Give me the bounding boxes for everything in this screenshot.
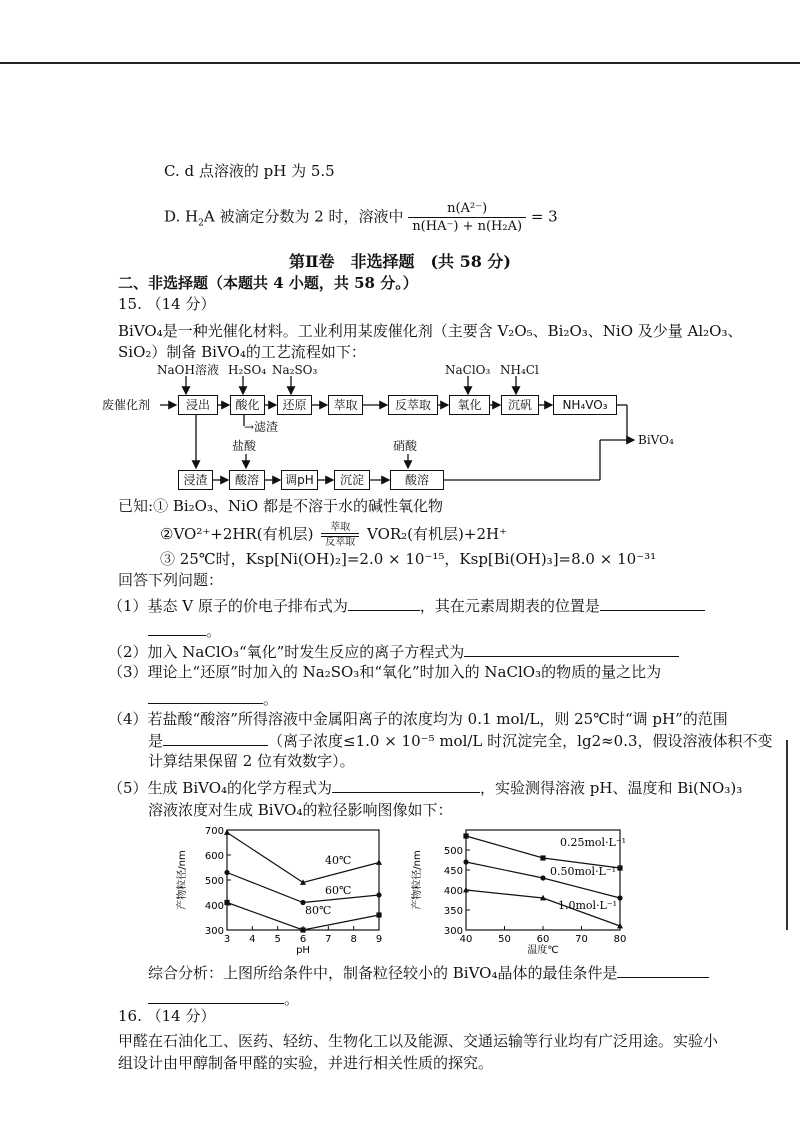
q15-5-blank[interactable]	[332, 777, 480, 793]
q15-1-text-b: ，其在元素周期表的位置是	[419, 597, 600, 615]
q15-4-blank[interactable]	[163, 730, 268, 746]
known-1-text: ① Bi₂O₃、NiO 都是不溶于水的碱性氧化物	[153, 497, 443, 515]
x-tick-label: 80	[613, 934, 627, 945]
q15-intro-2: SiO₂）制备 BiVO₄的工艺流程如下：	[118, 343, 366, 361]
q15-3-cont	[148, 688, 278, 709]
series-label: 60℃	[325, 884, 352, 897]
series-label: 80℃	[305, 904, 332, 917]
q15-4-b	[148, 730, 773, 751]
q15-intro-1: BiVO₄是一种光催化材料。工业利用某废催化剂（主要含 V₂O₅、Bi₂O₃、NiO 及少量 Al₂O₃、	[118, 322, 743, 340]
y-tick-label: 300	[204, 926, 224, 937]
known-prefix: 已知:	[118, 497, 154, 515]
y-tick-label: 600	[204, 851, 224, 862]
chart-ph-vs-size	[175, 822, 405, 957]
q15-4-d: 计算结果保留 2 位有效数字）。	[148, 752, 355, 770]
box-acid-dissolve-1: 酸溶	[229, 470, 265, 490]
y-axis-label: 产物粒径/nm	[177, 850, 188, 910]
x-tick-label: 8	[350, 934, 357, 945]
data-point	[224, 900, 229, 905]
label-product: BiVO₄	[638, 433, 674, 447]
data-point	[463, 859, 468, 864]
q15-2-blank[interactable]	[464, 641, 679, 657]
y-tick-label: 450	[443, 866, 463, 877]
x-tick-label: 7	[325, 934, 332, 945]
box-precipitate-v: 沉矾	[501, 395, 539, 415]
known-3: ③ 25℃时，Ksp[Ni(OH)₂]=2.0 × 10⁻¹⁵，Ksp[Bi(OH)₃]=8.0 × 10⁻³¹	[160, 550, 657, 568]
reversible-arrow	[321, 522, 359, 548]
known-2-right: VOR₂(有机层)+2H⁺	[367, 525, 507, 543]
q15-header: 15. （14 分）	[118, 295, 216, 313]
label-naoh: NaOH溶液	[157, 363, 219, 377]
option-d-prefix: D. H	[164, 207, 199, 226]
x-tick-label: 4	[249, 934, 256, 945]
q15-1-blank-1[interactable]	[348, 595, 420, 611]
series-label: 0.25mol·L⁻¹	[560, 836, 627, 849]
data-point	[617, 865, 622, 870]
x-axis-label: 温度℃	[527, 945, 559, 956]
y-tick-label: 400	[204, 901, 224, 912]
data-point	[540, 875, 545, 880]
q15-summary-blank-1[interactable]	[617, 962, 709, 978]
x-tick-label: 3	[223, 934, 231, 945]
label-hno3: 硝酸	[393, 439, 418, 453]
box-acid-dissolve-2: 酸溶	[390, 470, 444, 490]
series-line	[227, 903, 379, 931]
x-tick-label: 9	[375, 934, 383, 945]
box-precipitate: 沉淀	[334, 470, 370, 490]
q15-3-end: 。	[263, 690, 279, 708]
x-tick-label: 40	[459, 934, 473, 945]
x-axis-label: pH	[296, 945, 310, 956]
label-source: 废催化剂	[102, 398, 151, 412]
data-point	[540, 855, 545, 860]
y-tick-label: 500	[204, 876, 224, 887]
q15-1-blank-2[interactable]	[600, 595, 705, 611]
q15-5	[108, 777, 742, 798]
known-2	[160, 522, 507, 548]
known-2-left: ②VO²⁺+2HR(有机层)	[160, 525, 314, 543]
box-oxidize: 氧化	[449, 395, 490, 415]
fraction-numerator: n(A²⁻)	[408, 200, 526, 218]
q15-1-end: 。	[206, 622, 222, 640]
q15-1-blank-3[interactable]	[148, 620, 206, 636]
arrow-top-label: 萃取	[330, 522, 351, 533]
answer-prompt: 回答下列问题：	[118, 571, 224, 589]
q15-2-text: （2）加入 NaClO₃“氧化”时发生反应的离子方程式为	[108, 643, 465, 661]
y-tick-label: 700	[204, 826, 224, 837]
q15-summary	[148, 962, 709, 983]
box-extract: 萃取	[328, 395, 363, 415]
x-tick-label: 5	[274, 934, 281, 945]
box-leach: 浸出	[178, 395, 218, 415]
q15-4-b-text: 是	[148, 732, 164, 750]
q15-3-blank[interactable]	[148, 688, 263, 704]
q15-2	[108, 641, 679, 662]
label-nh4cl: NH₄Cl	[500, 363, 539, 377]
x-tick-label: 6	[299, 934, 307, 945]
data-point	[376, 859, 382, 865]
option-d: D. $H_2A$ 被滴定分数为 2 时，溶液中 $\frac{\text{n(A²⁻)}}{\text{n(HA⁻) + n(H₂A)}}$ = 3	[164, 201, 558, 234]
q15-5-text-a: （5）生成 BiVO₄的化学方程式为	[108, 779, 333, 797]
q15-summary-blank-2[interactable]	[148, 988, 284, 1004]
y-axis-label: 产物粒径/nm	[412, 850, 423, 910]
label-residue: →滤渣	[244, 420, 279, 434]
section-title: 第Ⅱ卷 非选择题 (共 58 分)	[288, 252, 512, 271]
q15-3: （3）理论上“还原”时加入的 Na₂SO₃和“氧化”时加入的 NaClO₃的物质的量之比为	[108, 663, 662, 681]
y-tick-label: 500	[443, 846, 463, 857]
q16-text-2: 组设计由甲醇制备甲醛的实验，并进行相关性质的探究。	[118, 1054, 494, 1072]
x-tick-label: 60	[536, 934, 550, 945]
q16-header: 16. （14 分）	[118, 1007, 216, 1025]
data-point	[376, 912, 381, 917]
y-tick-label: 300	[443, 926, 463, 937]
label-naclo3: NaClO₃	[445, 363, 491, 377]
q15-1	[108, 595, 705, 616]
q16-text-1: 甲醛在石油化工、医药、轻纺、生物化工以及能源、交通运输等行业均有广泛用途。实验小	[118, 1032, 719, 1050]
box-adjust-ph: 调pH	[281, 470, 318, 490]
data-point	[376, 892, 381, 897]
box-back-extract: 反萃取	[388, 395, 438, 415]
series-line	[227, 873, 379, 903]
flow-arrows	[0, 0, 800, 500]
series-label: 40℃	[325, 854, 352, 867]
box-leach-residue: 浸渣	[178, 470, 213, 490]
x-tick-label: 70	[575, 934, 588, 945]
q15-1-cont	[148, 620, 221, 641]
q15-summary-end: 。	[284, 990, 300, 1008]
q15-5-text-b: ，实验测得溶液 pH、温度和 Bi(NO₃)₃	[480, 779, 743, 797]
known-1	[118, 496, 443, 516]
series-label: 1.0mol·L⁻¹	[558, 899, 618, 912]
box-nh4vo3: NH₄VO₃	[553, 395, 617, 415]
q15-1-text-a: （1）基态 V 原子的价电子排布式为	[108, 597, 348, 615]
series-line	[227, 833, 379, 883]
option-d-tail: = 3	[530, 207, 558, 226]
data-point	[617, 895, 622, 900]
box-reduce: 还原	[277, 395, 312, 415]
x-tick-label: 50	[498, 934, 511, 945]
fraction-denominator: n(HA⁻) + n(H₂A)	[412, 219, 523, 234]
q15-4-a: （4）若盐酸“酸溶”所得溶液中金属阳离子的浓度均为 0.1 mol/L，则 25℃时“调 pH”的范围	[108, 710, 728, 728]
label-hcl: 盐酸	[232, 439, 257, 453]
label-h2so4: H₂SO₄	[228, 363, 267, 377]
y-tick-label: 350	[443, 906, 463, 917]
data-point	[300, 927, 305, 932]
label-na2so3: Na₂SO₃	[272, 363, 318, 377]
q15-4-c-text: （离子浓度≤1.0 × 10⁻⁵ mol/L 时沉淀完全，lg2≈0.3，假设溶液体积不变	[268, 732, 773, 750]
option-d-mid: A 被滴定分数为 2 时，溶液中	[203, 207, 404, 226]
arrow-bottom-label: 反萃取	[325, 537, 356, 548]
box-acidify: 酸化	[230, 395, 265, 415]
y-tick-label: 400	[443, 886, 463, 897]
q15-5-c: 溶液浓度对生成 BiVO₄的粒径影响图像如下：	[148, 801, 453, 819]
q15-summary-text: 综合分析：上图所给条件中，制备粒径较小的 BiVO₄晶体的最佳条件是	[148, 964, 618, 982]
series-label: 0.50mol·L⁻¹	[550, 865, 617, 878]
chart-temp-vs-size	[410, 822, 650, 957]
data-point	[224, 870, 229, 875]
margin-mark	[786, 740, 788, 930]
section-subtitle: 二、非选择题（本题共 4 小题，共 58 分。）	[118, 274, 418, 292]
option-c: C. d 点溶液的 pH 为 5.5	[164, 162, 335, 180]
data-point	[463, 833, 468, 838]
